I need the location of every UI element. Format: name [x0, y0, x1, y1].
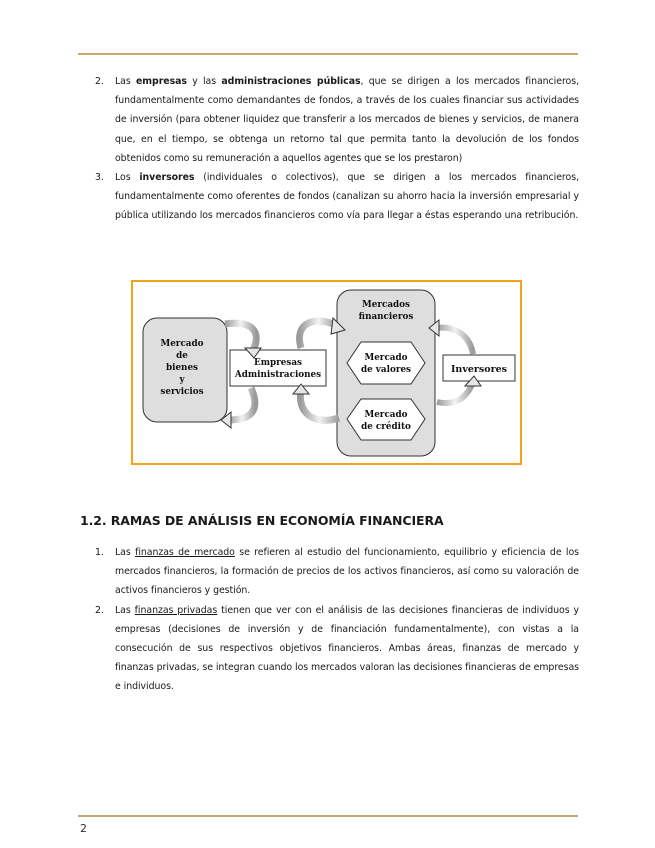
bold-term: empresas — [136, 76, 187, 87]
bold-term: administraciones públicas — [221, 76, 361, 87]
financial-flow-diagram — [131, 280, 522, 465]
actors-list — [95, 72, 579, 226]
goods-market-label-1: Mercado — [160, 339, 204, 349]
bold-term: inversores — [139, 172, 195, 184]
investors-label: Inversores — [450, 364, 508, 375]
arrow-financial-to-firms — [300, 390, 339, 420]
arrow-firms-to-financial — [300, 321, 337, 348]
credit-market-label-2: de crédito — [361, 422, 411, 432]
arrow-goods-to-firms — [225, 323, 256, 350]
list-item: 1. Las finanzas de mercado se refieren al estudio del funcionamiento, equilibrio y eficiencia de los mercados financieros, la formación de precios de los activos financieros, así como su valoración de activos financieros y gestión. — [95, 547, 579, 597]
firms-label-1: Empresas — [253, 358, 303, 368]
securities-market-shape — [347, 342, 425, 384]
list-item: 3. Los inversores (individuales o colectivos), que se dirigen a los mercados financieros, fundamentalmente como oferentes de fondos (canalizan su ahorro hacia la inversión empresarial y pública utilizando los mercados financieros como vía para llegar a éstas esperando una retribución. — [95, 172, 579, 222]
arrow-investors-to-financial — [437, 328, 473, 354]
page-number: 2 — [80, 822, 87, 835]
diagram-canvas — [133, 282, 520, 463]
securities-market-label-1: Mercado — [364, 353, 408, 363]
securities-market-label-2: de valores — [360, 365, 412, 375]
goods-market-label-3: bienes — [165, 363, 199, 373]
footer-rule — [78, 815, 578, 817]
financial-markets-label-2: financieros — [358, 312, 414, 322]
financial-markets-label-1: Mercados — [362, 300, 410, 310]
arrow-firms-to-goods — [229, 388, 255, 420]
section-heading: 1.2. RAMAS DE ANÁLISIS EN ECONOMÍA FINANCIERA — [80, 513, 444, 528]
underlined-term: finanzas privadas — [134, 604, 218, 616]
header-rule — [78, 53, 578, 55]
credit-market-label-1: Mercado — [364, 410, 408, 420]
goods-market-label-5: servicios — [160, 387, 204, 397]
list-item: 2. Las finanzas privadas tienen que ver con el análisis de las decisiones financieras de individuos y empresas (decisiones de inversión y de financiación fundamentalmente), con vistas a la consecución de sus respectivos objetivos financieros. Ambas áreas, finanzas de mercado y finanzas privadas, se integran cuando los mercados valoran las decisiones financieras de empresas e individuos. — [95, 604, 580, 693]
firms-label-2: Administraciones — [234, 370, 322, 380]
branches-list — [95, 543, 579, 697]
goods-market-label-4: y — [179, 375, 185, 385]
firms-box — [230, 350, 326, 386]
underlined-term: finanzas de mercado — [135, 547, 235, 558]
list-item: 2. Las empresas y las administraciones públicas, que se dirigen a los mercados financieros, fundamentalmente como demandantes de fondos, a través de los cuales financiar sus actividades de inversión (para obtener liquidez que transferir a los mercados de bienes y servicios, de manera que, en el tiempo, se obtenga un retorno tal que permita tanto la devolución de los fondos obtenidos como su remuneración a aquellos agentes que se los prestaron) — [95, 76, 579, 164]
goods-market-label-2: de — [176, 351, 188, 361]
